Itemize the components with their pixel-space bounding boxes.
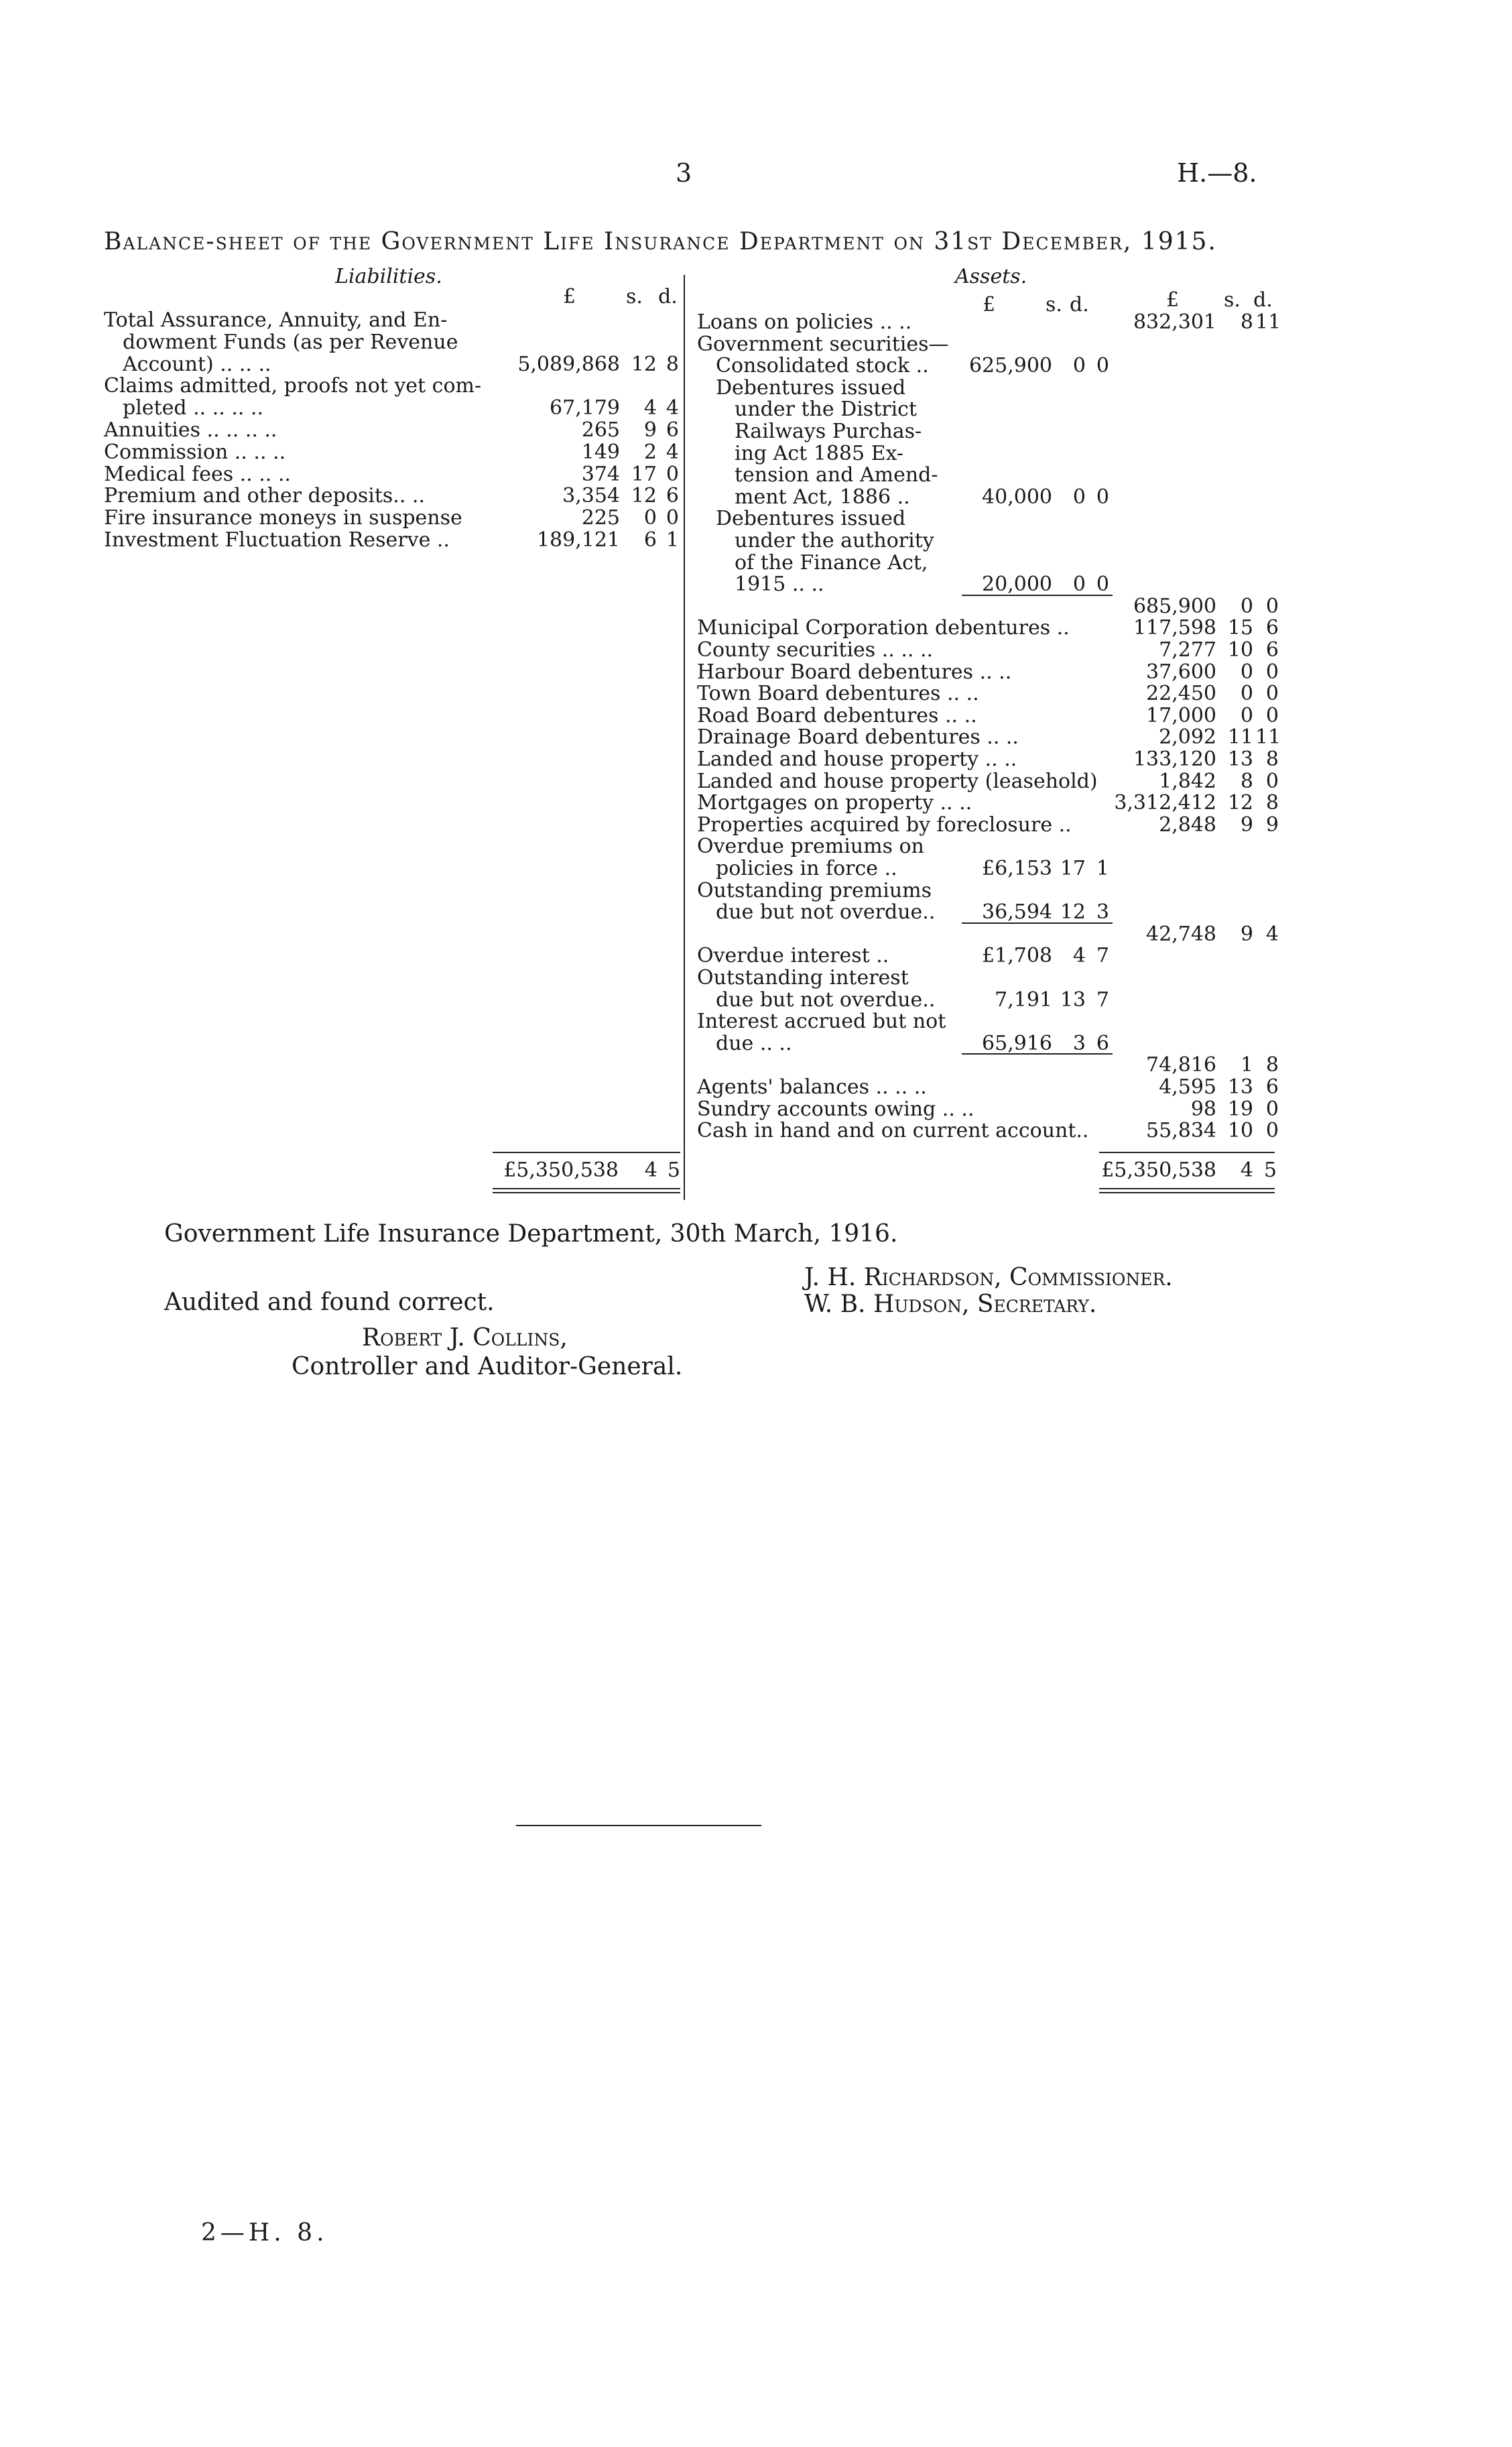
asset-label: 1915 .. ..	[735, 573, 824, 597]
asset-inner-shillings: 3	[1072, 1031, 1086, 1055]
liability-pence: 0	[666, 506, 679, 530]
liability-pounds: 225	[581, 506, 620, 530]
assets-total-d: 5	[1263, 1158, 1277, 1182]
asset-inner-pence: 0	[1096, 573, 1109, 597]
liability-pounds: 374	[581, 462, 620, 486]
assets-outer-col-shillings: s.	[1224, 288, 1241, 312]
liability-pence: 1	[666, 528, 679, 552]
liability-label: pleted .. .. .. ..	[123, 396, 263, 420]
liability-shillings: 12	[631, 484, 657, 508]
asset-outer-pounds: 117,598	[1133, 616, 1216, 640]
asset-label: Railways Purchas-	[735, 420, 922, 443]
asset-outer-pence: 0	[1265, 1097, 1279, 1121]
title-part2: on 31st December, 1915.	[893, 228, 1217, 255]
asset-outer-pence: 0	[1265, 682, 1279, 706]
asset-outer-pence: 0	[1265, 1119, 1279, 1143]
asset-inner-pounds: £1,708	[982, 944, 1052, 968]
asset-label: Cash in hand and on current account..	[697, 1119, 1089, 1143]
department-date-line: Government Life Insurance Department, 30th March, 1916.	[164, 1220, 898, 1248]
asset-inner-pounds: £6,153	[982, 857, 1052, 880]
liability-label: Premium and other deposits.. ..	[104, 484, 425, 508]
liability-pence: 0	[666, 462, 679, 486]
asset-outer-pounds: 37,600	[1146, 660, 1216, 684]
balance-sheet-title	[104, 228, 1217, 255]
assets-inner-col-shillings: s.	[1046, 293, 1062, 316]
asset-inner-pence: 6	[1096, 1031, 1109, 1055]
assets-total-double-rule	[1099, 1188, 1275, 1193]
liability-shillings: 9	[643, 418, 657, 442]
subtotal-rule	[962, 922, 1113, 924]
asset-outer-shillings: 0	[1240, 703, 1253, 727]
asset-inner-pounds: 40,000	[982, 485, 1052, 509]
asset-outer-pounds: 133,120	[1133, 748, 1216, 771]
asset-label: Road Board debentures .. ..	[697, 703, 977, 727]
asset-outer-pounds: 685,900	[1133, 594, 1216, 618]
asset-outer-shillings: 19	[1227, 1097, 1253, 1121]
asset-label: Town Board debentures .. ..	[697, 682, 979, 706]
asset-outer-pounds: 17,000	[1146, 703, 1216, 727]
asset-label: ment Act, 1886 ..	[735, 485, 910, 509]
asset-inner-shillings: 0	[1072, 485, 1086, 509]
asset-label: Harbour Board debentures .. ..	[697, 660, 1012, 684]
asset-outer-shillings: 10	[1227, 638, 1253, 662]
assets-inner-col-pence: d.	[1070, 293, 1089, 316]
asset-outer-pence: 0	[1265, 703, 1279, 727]
asset-label: Government securities—	[697, 332, 949, 356]
asset-label: due but not overdue..	[716, 900, 936, 924]
liability-pounds: 189,121	[536, 528, 620, 552]
liability-shillings: 12	[631, 352, 657, 376]
asset-outer-pence: 11	[1255, 310, 1281, 334]
asset-outer-pounds: 74,816	[1146, 1053, 1216, 1077]
asset-outer-shillings: 1	[1240, 1053, 1253, 1077]
asset-outer-shillings: 8	[1240, 310, 1253, 334]
audited-statement: Audited and found correct.	[164, 1289, 495, 1316]
bottom-sheet-reference: 2—H. 8.	[201, 2219, 328, 2247]
liability-label: Fire insurance moneys in suspense	[104, 506, 462, 530]
liabilities-total-rule	[493, 1152, 680, 1153]
liabilities-col-pence: d.	[658, 285, 678, 308]
asset-label: Drainage Board debentures .. ..	[697, 725, 1019, 750]
liabilities-total-d: 5	[667, 1158, 680, 1182]
asset-outer-shillings: 15	[1227, 616, 1253, 640]
asset-label: Overdue interest ..	[697, 944, 889, 968]
liability-pence: 8	[666, 352, 679, 376]
liabilities-total-pounds: £5,350,538	[503, 1158, 619, 1182]
asset-outer-pounds: 42,748	[1146, 922, 1216, 946]
asset-outer-shillings: 0	[1240, 660, 1253, 684]
asset-outer-pounds: 4,595	[1159, 1075, 1216, 1099]
asset-outer-pence: 4	[1265, 922, 1279, 946]
asset-outer-pence: 9	[1265, 813, 1279, 837]
auditor-title: Controller and Auditor-General.	[292, 1353, 683, 1380]
asset-outer-pence: 8	[1265, 1053, 1279, 1077]
asset-outer-shillings: 11	[1227, 725, 1253, 750]
asset-label: Landed and house property (leasehold)	[697, 769, 1098, 793]
document-reference: H.—8.	[1177, 158, 1257, 188]
liabilities-total-s: 4	[644, 1158, 657, 1182]
asset-inner-pence: 1	[1096, 857, 1109, 880]
liability-label: Investment Fluctuation Reserve ..	[104, 528, 450, 552]
asset-label: Outstanding premiums	[697, 878, 932, 902]
asset-outer-pounds: 55,834	[1146, 1119, 1216, 1143]
asset-label: due .. ..	[716, 1031, 792, 1055]
asset-outer-shillings: 8	[1240, 769, 1253, 793]
asset-label: policies in force ..	[716, 857, 897, 880]
asset-label: Landed and house property .. ..	[697, 748, 1017, 771]
liability-label: Annuities .. .. .. ..	[104, 418, 277, 442]
liability-shillings: 2	[643, 440, 657, 464]
asset-label: Municipal Corporation debentures ..	[697, 616, 1070, 640]
liabilities-heading: Liabilities.	[335, 265, 442, 288]
asset-label: County securities .. .. ..	[697, 638, 934, 662]
subtotal-rule	[962, 1053, 1113, 1055]
asset-label: Consolidated stock ..	[716, 354, 929, 378]
asset-outer-pounds: 2,092	[1159, 725, 1216, 750]
asset-inner-pounds: 7,191	[995, 988, 1052, 1012]
auditor-name: Robert J. Collins,	[362, 1324, 568, 1352]
asset-label: Debentures issued	[716, 507, 906, 531]
asset-outer-shillings: 9	[1240, 922, 1253, 946]
liability-label: dowment Funds (as per Revenue	[123, 330, 458, 354]
liability-pence: 4	[666, 396, 679, 420]
asset-outer-pence: 8	[1265, 748, 1279, 771]
asset-outer-shillings: 0	[1240, 594, 1253, 618]
assets-inner-col-pounds: £	[983, 293, 996, 316]
asset-label: Mortgages on property .. ..	[697, 791, 972, 815]
page-number: 3	[676, 158, 692, 188]
liabilities-total-double-rule	[493, 1188, 680, 1193]
liability-shillings: 4	[643, 396, 657, 420]
asset-outer-pence: 0	[1265, 594, 1279, 618]
closing-rule	[516, 1825, 761, 1826]
asset-inner-shillings: 17	[1060, 857, 1086, 880]
assets-heading: Assets.	[955, 265, 1027, 288]
column-divider	[684, 275, 685, 1200]
commissioner-signature: J. H. Richardson, Commissioner.	[804, 1264, 1173, 1291]
asset-label: Overdue premiums on	[697, 835, 924, 859]
asset-outer-shillings: 12	[1227, 791, 1253, 815]
asset-outer-shillings: 9	[1240, 813, 1253, 837]
asset-inner-pounds: 625,900	[968, 354, 1052, 378]
asset-inner-pounds: 36,594	[982, 900, 1052, 924]
asset-outer-pounds: 7,277	[1159, 638, 1216, 662]
asset-outer-pounds: 3,312,412	[1114, 791, 1216, 815]
liabilities-col-shillings: s.	[626, 285, 643, 308]
asset-label: Sundry accounts owing .. ..	[697, 1097, 974, 1121]
asset-label: under the District	[735, 398, 918, 422]
asset-label: of the Finance Act,	[735, 550, 928, 575]
asset-inner-pence: 7	[1096, 988, 1109, 1012]
liability-pence: 4	[666, 440, 679, 464]
liability-shillings: 0	[643, 506, 657, 530]
asset-inner-pounds: 65,916	[982, 1031, 1052, 1055]
asset-inner-pence: 3	[1096, 900, 1109, 924]
liability-pence: 6	[666, 418, 679, 442]
asset-inner-shillings: 0	[1072, 573, 1086, 597]
liability-label: Claims admitted, proofs not yet com-	[104, 374, 482, 398]
asset-inner-shillings: 4	[1072, 944, 1086, 968]
asset-label: Debentures issued	[716, 375, 906, 400]
asset-label: under the authority	[735, 529, 934, 552]
assets-outer-col-pounds: £	[1166, 288, 1180, 312]
liability-shillings: 17	[631, 462, 657, 486]
asset-outer-pounds: 2,848	[1159, 813, 1216, 837]
liability-shillings: 6	[643, 528, 657, 552]
asset-inner-shillings: 0	[1072, 354, 1086, 378]
asset-label: Loans on policies .. ..	[697, 310, 912, 334]
asset-label: Agents' balances .. .. ..	[697, 1075, 927, 1099]
assets-total-pounds: £5,350,538	[1101, 1158, 1216, 1182]
asset-inner-pence: 0	[1096, 485, 1109, 509]
asset-outer-pence: 11	[1255, 725, 1281, 750]
liability-label: Account) .. .. ..	[123, 352, 271, 376]
asset-label: Outstanding interest	[697, 966, 909, 990]
asset-outer-pounds: 98	[1190, 1097, 1216, 1121]
asset-outer-shillings: 0	[1240, 682, 1253, 706]
asset-outer-pence: 0	[1265, 769, 1279, 793]
asset-inner-shillings: 13	[1060, 988, 1086, 1012]
asset-label: due but not overdue..	[716, 988, 936, 1012]
liability-pounds: 3,354	[562, 484, 620, 508]
liabilities-col-pounds: £	[563, 285, 576, 308]
asset-outer-pounds: 1,842	[1159, 769, 1216, 793]
assets-outer-col-pence: d.	[1253, 288, 1273, 312]
secretary-signature: W. B. Hudson, Secretary.	[804, 1291, 1097, 1318]
liability-label: Total Assurance, Annuity, and En-	[104, 308, 448, 332]
asset-outer-shillings: 13	[1227, 748, 1253, 771]
asset-inner-shillings: 12	[1060, 900, 1086, 924]
liability-pence: 6	[666, 484, 679, 508]
liability-label: Commission .. .. ..	[104, 440, 286, 464]
liability-label: Medical fees .. .. ..	[104, 462, 291, 486]
asset-inner-pence: 0	[1096, 354, 1109, 378]
asset-outer-pence: 8	[1265, 791, 1279, 815]
asset-label: Properties acquired by foreclosure ..	[697, 813, 1072, 837]
asset-outer-shillings: 10	[1227, 1119, 1253, 1143]
asset-outer-pence: 6	[1265, 1075, 1279, 1099]
asset-label: ing Act 1885 Ex-	[735, 441, 904, 465]
liability-pounds: 5,089,868	[517, 352, 620, 376]
liability-pounds: 149	[581, 440, 620, 464]
liability-pounds: 67,179	[550, 396, 620, 420]
assets-total-s: 4	[1240, 1158, 1253, 1182]
asset-label: tension and Amend-	[735, 463, 938, 487]
title-part1: Balance-sheet of the Government Life Insurance Department	[104, 228, 885, 255]
asset-outer-pence: 6	[1265, 638, 1279, 662]
asset-inner-pounds: 20,000	[982, 573, 1052, 597]
asset-outer-shillings: 13	[1227, 1075, 1253, 1099]
assets-total-rule	[1099, 1152, 1275, 1153]
liability-pounds: 265	[581, 418, 620, 442]
asset-outer-pounds: 22,450	[1146, 682, 1216, 706]
asset-inner-pence: 7	[1096, 944, 1109, 968]
asset-label: Interest accrued but not	[697, 1010, 946, 1034]
asset-outer-pence: 6	[1265, 616, 1279, 640]
asset-outer-pounds: 832,301	[1133, 310, 1216, 334]
asset-outer-pence: 0	[1265, 660, 1279, 684]
subtotal-rule	[962, 595, 1113, 596]
